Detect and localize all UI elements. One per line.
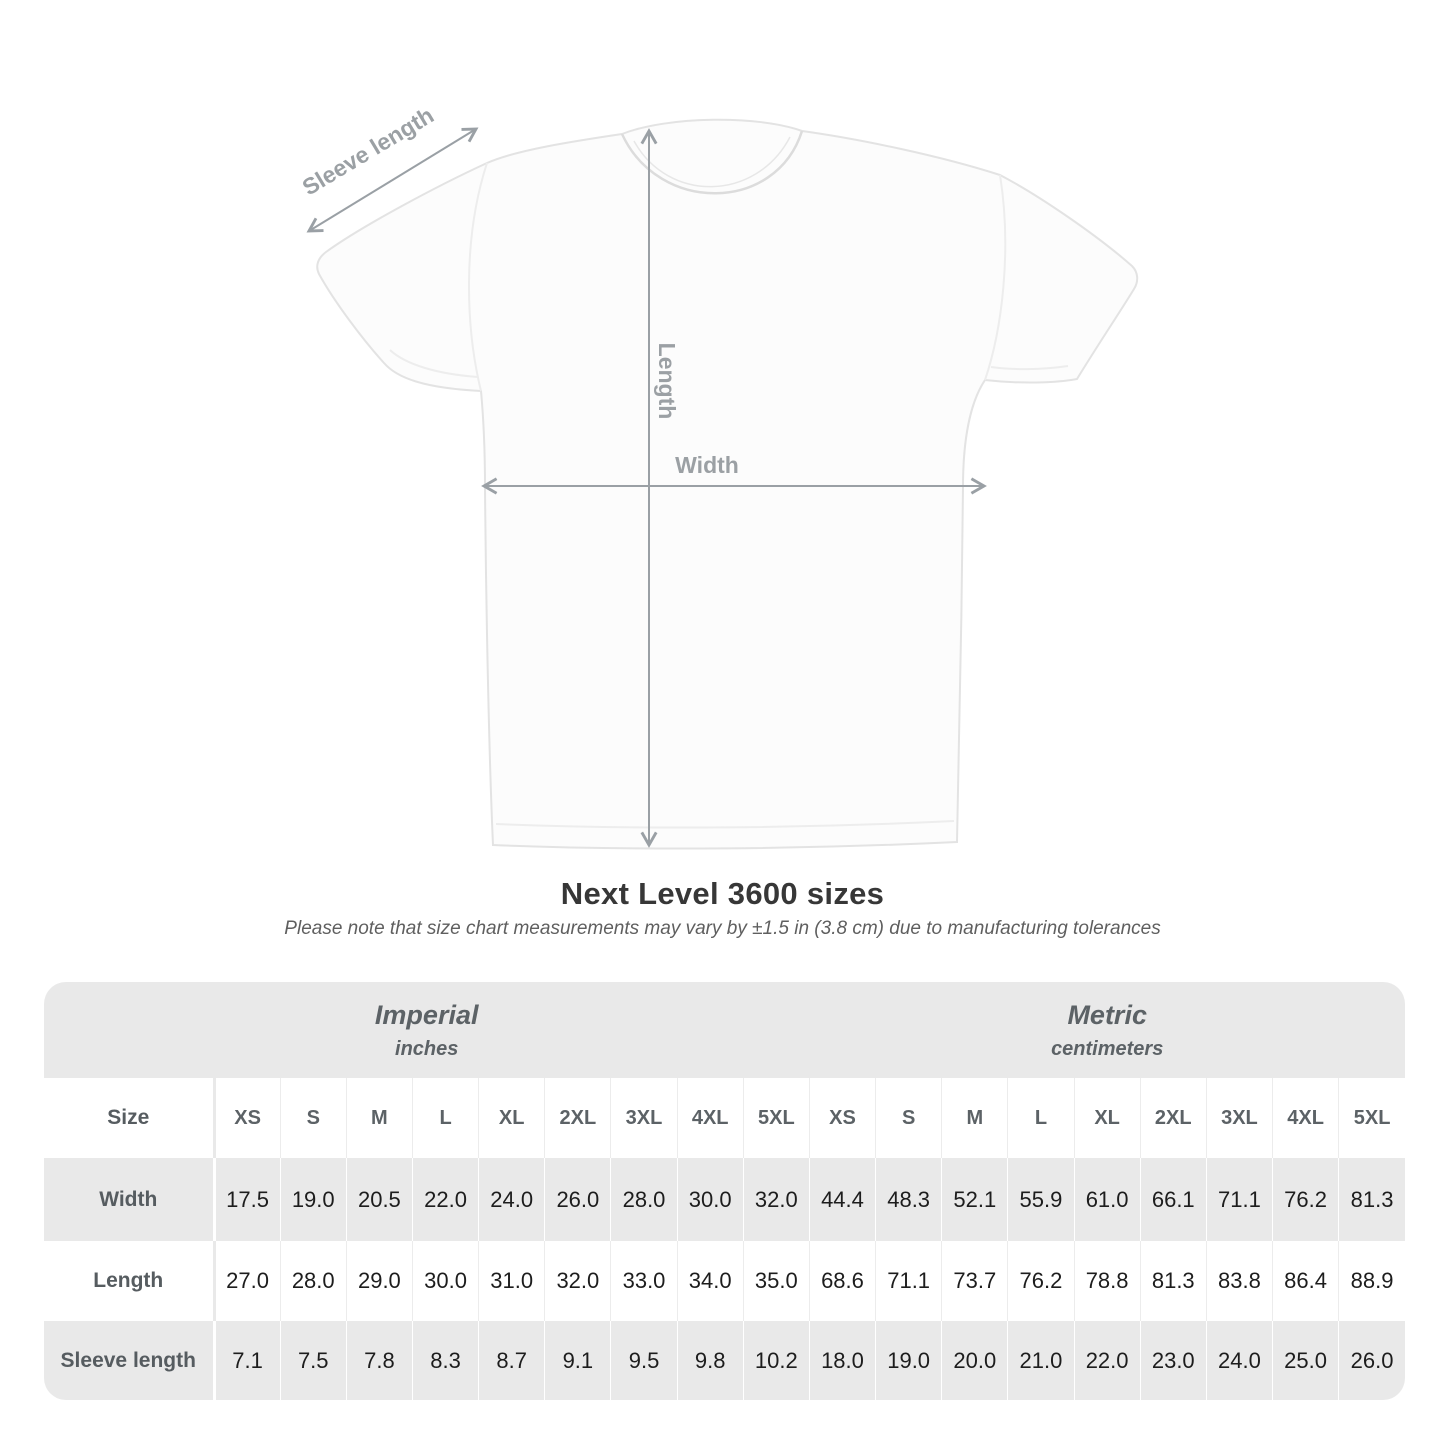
- value-cell: 78.8: [1074, 1241, 1140, 1321]
- value-cell: 35.0: [743, 1241, 809, 1321]
- value-cell: 32.0: [545, 1241, 611, 1321]
- value-cell: 71.1: [1206, 1158, 1272, 1241]
- value-cell: 73.7: [942, 1241, 1008, 1321]
- imperial-section-title: Imperial: [374, 999, 479, 1030]
- value-cell: 19.0: [280, 1158, 346, 1241]
- value-cell: 48.3: [876, 1158, 942, 1241]
- value-cell: 7.8: [346, 1321, 412, 1400]
- size-header-cell: XL: [479, 1078, 545, 1158]
- size-header-cell: M: [942, 1078, 1008, 1158]
- width-arrow-label: Width: [675, 452, 739, 478]
- value-cell: 61.0: [1074, 1158, 1140, 1241]
- size-header-cell: 3XL: [611, 1078, 677, 1158]
- size-header-cell: S: [876, 1078, 942, 1158]
- size-header-cell: S: [280, 1078, 346, 1158]
- metric-section-unit: centimeters: [1051, 1037, 1164, 1060]
- value-cell: 68.6: [809, 1241, 875, 1321]
- imperial-section-header: [44, 982, 809, 1078]
- value-cell: 30.0: [412, 1241, 478, 1321]
- value-cell: 30.0: [677, 1158, 743, 1241]
- value-cell: 28.0: [611, 1158, 677, 1241]
- value-cell: 22.0: [1074, 1321, 1140, 1400]
- value-cell: 71.1: [876, 1241, 942, 1321]
- size-header-cell: 4XL: [1273, 1078, 1339, 1158]
- value-cell: 26.0: [545, 1158, 611, 1241]
- section-header-row: [44, 982, 1405, 1078]
- value-cell: 23.0: [1140, 1321, 1206, 1400]
- sleeve-length-row-label: Sleeve length: [44, 1321, 214, 1400]
- value-cell: 20.0: [942, 1321, 1008, 1400]
- value-cell: 81.3: [1140, 1241, 1206, 1321]
- value-cell: 44.4: [809, 1158, 875, 1241]
- size-header-cell: L: [412, 1078, 478, 1158]
- metric-section-header: [809, 982, 1405, 1078]
- size-header-row: [44, 1078, 1405, 1158]
- metric-section-title: Metric: [1067, 999, 1147, 1030]
- size-header-cell: 3XL: [1206, 1078, 1272, 1158]
- value-cell: 52.1: [942, 1158, 1008, 1241]
- size-header-cell: XL: [1074, 1078, 1140, 1158]
- sleeve-length-arrow-label: Sleeve length: [297, 101, 439, 201]
- sleeve-length-row: [44, 1321, 1405, 1400]
- value-cell: 33.0: [611, 1241, 677, 1321]
- value-cell: 21.0: [1008, 1321, 1074, 1400]
- value-cell: 9.1: [545, 1321, 611, 1400]
- length-arrow-label: Length: [654, 342, 680, 420]
- size-header-cell: 4XL: [677, 1078, 743, 1158]
- size-header-cell: 2XL: [1140, 1078, 1206, 1158]
- value-cell: 31.0: [479, 1241, 545, 1321]
- size-header-cell: XS: [809, 1078, 875, 1158]
- tshirt-body: [317, 120, 1137, 849]
- value-cell: 34.0: [677, 1241, 743, 1321]
- value-cell: 7.5: [280, 1321, 346, 1400]
- value-cell: 24.0: [1206, 1321, 1272, 1400]
- imperial-section-unit: inches: [395, 1037, 459, 1060]
- size-column-header: Size: [44, 1078, 214, 1158]
- value-cell: 7.1: [214, 1321, 280, 1400]
- page-subtitle: Please note that size chart measurements may vary by ±1.5 in (3.8 cm) due to manufacturing tolerances: [284, 918, 1161, 939]
- size-header-cell: 2XL: [545, 1078, 611, 1158]
- tshirt-illustration: [317, 120, 1137, 849]
- length-row: [44, 1241, 1405, 1321]
- size-header-cell: L: [1008, 1078, 1074, 1158]
- page-title: Next Level 3600 sizes: [560, 876, 885, 911]
- width-row: [44, 1158, 1405, 1241]
- width-row-label: Width: [44, 1158, 214, 1241]
- value-cell: 27.0: [214, 1241, 280, 1321]
- value-cell: 8.7: [479, 1321, 545, 1400]
- value-cell: 8.3: [412, 1321, 478, 1400]
- value-cell: 10.2: [743, 1321, 809, 1400]
- size-chart-table: [44, 982, 1405, 1400]
- size-header-cell: 5XL: [1339, 1078, 1405, 1158]
- value-cell: 32.0: [743, 1158, 809, 1241]
- value-cell: 17.5: [214, 1158, 280, 1241]
- value-cell: 26.0: [1339, 1321, 1405, 1400]
- value-cell: 24.0: [479, 1158, 545, 1241]
- size-header-cell: M: [346, 1078, 412, 1158]
- value-cell: 86.4: [1273, 1241, 1339, 1321]
- size-header-cell: 5XL: [743, 1078, 809, 1158]
- value-cell: 19.0: [876, 1321, 942, 1400]
- value-cell: 76.2: [1273, 1158, 1339, 1241]
- value-cell: 9.5: [611, 1321, 677, 1400]
- value-cell: 55.9: [1008, 1158, 1074, 1241]
- value-cell: 9.8: [677, 1321, 743, 1400]
- length-row-label: Length: [44, 1241, 214, 1321]
- value-cell: 83.8: [1206, 1241, 1272, 1321]
- value-cell: 18.0: [809, 1321, 875, 1400]
- size-header-cell: XS: [214, 1078, 280, 1158]
- value-cell: 88.9: [1339, 1241, 1405, 1321]
- value-cell: 29.0: [346, 1241, 412, 1321]
- value-cell: 76.2: [1008, 1241, 1074, 1321]
- value-cell: 20.5: [346, 1158, 412, 1241]
- value-cell: 25.0: [1273, 1321, 1339, 1400]
- value-cell: 81.3: [1339, 1158, 1405, 1241]
- value-cell: 28.0: [280, 1241, 346, 1321]
- value-cell: 66.1: [1140, 1158, 1206, 1241]
- value-cell: 22.0: [412, 1158, 478, 1241]
